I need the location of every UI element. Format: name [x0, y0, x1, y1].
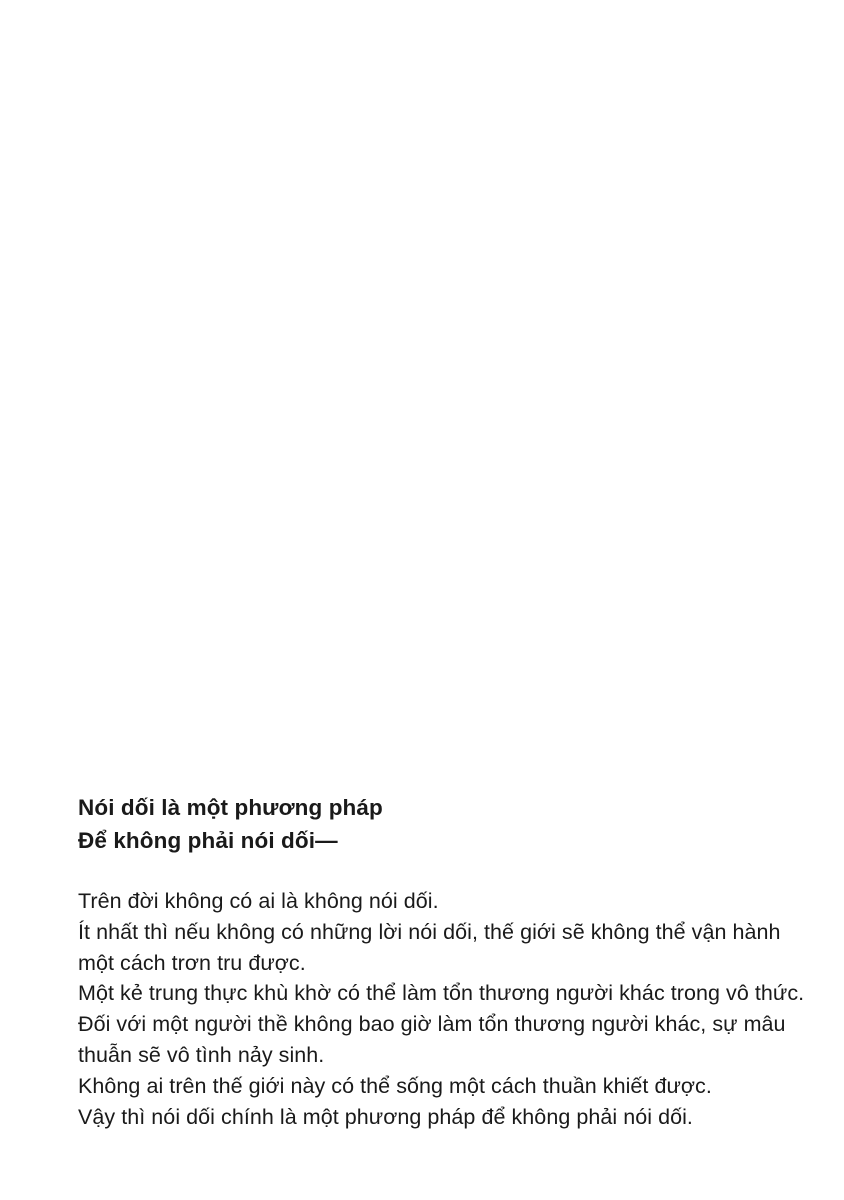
body-line: một cách trơn tru được. — [78, 950, 306, 975]
body-line: Không ai trên thế giới này có thể sống một cách thuần khiết được. — [78, 1073, 712, 1098]
body-line: Trên đời không có ai là không nói dối. — [78, 889, 439, 913]
poem-title — [78, 791, 778, 857]
title-line: Nói dối là một phương pháp — [78, 795, 383, 820]
body-line: Một kẻ trung thực khù khờ có thể làm tổn thương người khác trong vô thức. — [78, 981, 805, 1006]
body-line: Ít nhất thì nếu không có những lời nói dối, thế giới sẽ không thể vận hành — [78, 919, 781, 944]
body-line: Đối với một người thề không bao giờ làm tổn thương người khác, sự mâu — [78, 1012, 786, 1037]
poem-body — [78, 886, 805, 1132]
text-block — [78, 791, 805, 1132]
body-line: Vậy thì nói dối chính là một phương pháp để không phải nói dối. — [78, 1104, 693, 1129]
title-line: Để không phải nói dối— — [78, 828, 338, 853]
body-line: thuẫn sẽ vô tình nảy sinh. — [78, 1042, 325, 1067]
